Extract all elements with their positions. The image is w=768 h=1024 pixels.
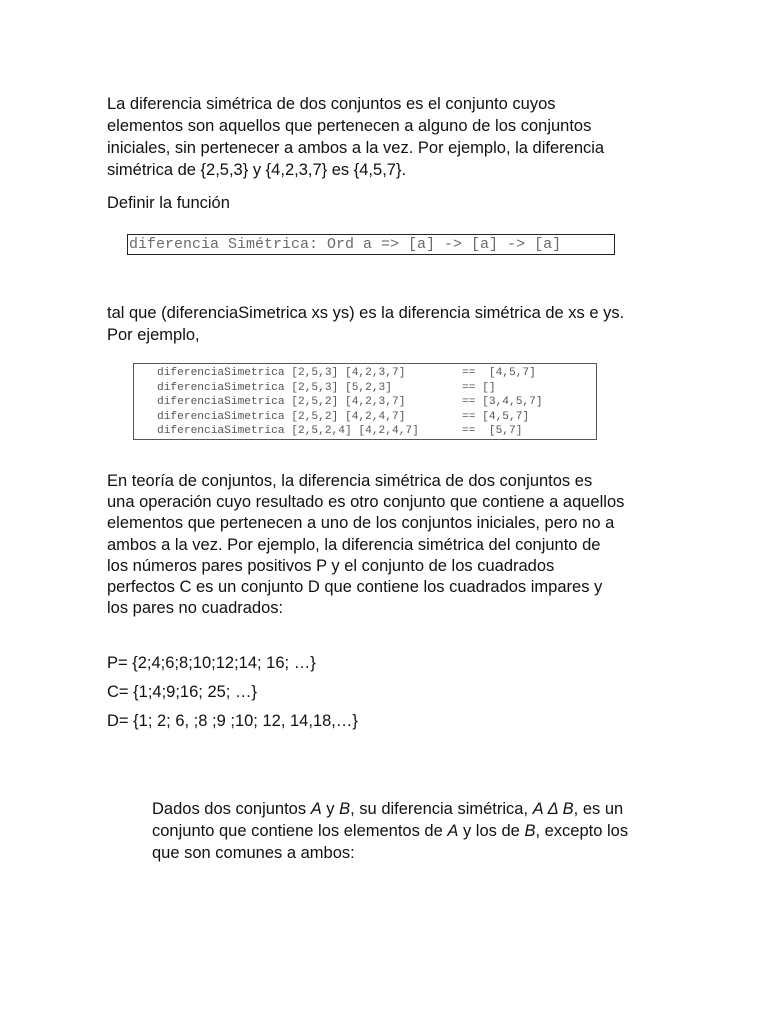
set-p: P= {2;4;6;8;10;12;14; 16; …}	[107, 654, 316, 672]
tal-que-paragraph	[107, 302, 624, 346]
given-line: Dados dos conjuntos A y B, su diferencia simétrica, A Δ B, es un	[152, 800, 624, 818]
given-line: que son comunes a ambos:	[152, 844, 355, 862]
theory-line: ambos a la vez. Por ejemplo, la diferencia simétrica del conjunto de	[107, 535, 601, 554]
intro-line: simétrica de {2,5,3} y {4,2,3,7} es {4,5,7}.	[107, 161, 407, 179]
set-d: D= {1; 2; 6, ;8 ;9 ;10; 12, 14,18,…}	[107, 712, 358, 730]
examples-code-box	[133, 363, 597, 440]
set-c: C= {1;4;9;16; 25; …}	[107, 683, 257, 701]
symmetric-difference-expression: A Δ B	[532, 800, 574, 818]
signature-code-box: diferencia Simétrica: Ord a => [a] -> [a] -> [a]	[127, 234, 615, 255]
theory-line: elementos que pertenecen a uno de los conjuntos iniciales, pero no a	[107, 514, 615, 533]
theory-line: los números pares positivos P y el conjunto de los cuadrados	[107, 556, 555, 575]
example-row	[157, 410, 596, 425]
given-sets-paragraph	[152, 798, 628, 864]
example-row	[157, 366, 596, 381]
tal-que-line: tal que (diferenciaSimetrica xs ys) es la diferencia simétrica de xs e ys.	[107, 304, 625, 322]
set-b-symbol: B	[339, 800, 351, 818]
set-b-symbol: B	[524, 822, 536, 840]
intro-line: iniciales, sin pertenecer a ambos a la vez. Por ejemplo, la diferencia	[107, 139, 605, 157]
theory-line: una operación cuyo resultado es otro conjunto que contiene a aquellos	[107, 493, 625, 512]
theory-paragraph	[107, 471, 624, 619]
tal-que-line: Por ejemplo,	[107, 326, 200, 344]
intro-line: La diferencia simétrica de dos conjuntos es el conjunto cuyos	[107, 95, 556, 113]
example-call: diferenciaSimetrica [2,5,3] [4,2,3,7]	[157, 367, 406, 379]
example-call: diferenciaSimetrica [2,5,2,4] [4,2,4,7]	[157, 425, 419, 438]
example-call: diferenciaSimetrica [2,5,2] [4,2,3,7]	[157, 396, 406, 409]
set-a-symbol: A	[310, 800, 322, 818]
define-label: Definir la función	[107, 194, 230, 212]
example-result: == [3,4,5,7]	[462, 396, 543, 409]
example-call: diferenciaSimetrica [2,5,2] [4,2,4,7]	[157, 410, 406, 423]
example-result: == [5,7]	[462, 425, 523, 438]
example-result: == [4,5,7]	[462, 367, 536, 379]
theory-line: En teoría de conjuntos, la diferencia simétrica de dos conjuntos es	[107, 472, 593, 490]
given-line: conjunto que contiene los elementos de A y los de B, excepto los	[152, 822, 629, 840]
intro-paragraph	[107, 93, 604, 181]
intro-line: elementos son aquellos que pertenecen a alguno de los conjuntos	[107, 117, 592, 135]
set-a-symbol: A	[447, 822, 459, 840]
example-call: diferenciaSimetrica [2,5,3] [5,2,3]	[157, 381, 392, 394]
example-result: == [4,5,7]	[462, 410, 530, 423]
example-row	[157, 395, 596, 410]
theory-line: perfectos C es un conjunto D que contiene los cuadrados impares y	[107, 578, 603, 597]
example-row	[157, 424, 596, 439]
example-result: == []	[462, 381, 496, 394]
example-row	[157, 381, 596, 396]
theory-line: los pares no cuadrados:	[107, 599, 284, 618]
